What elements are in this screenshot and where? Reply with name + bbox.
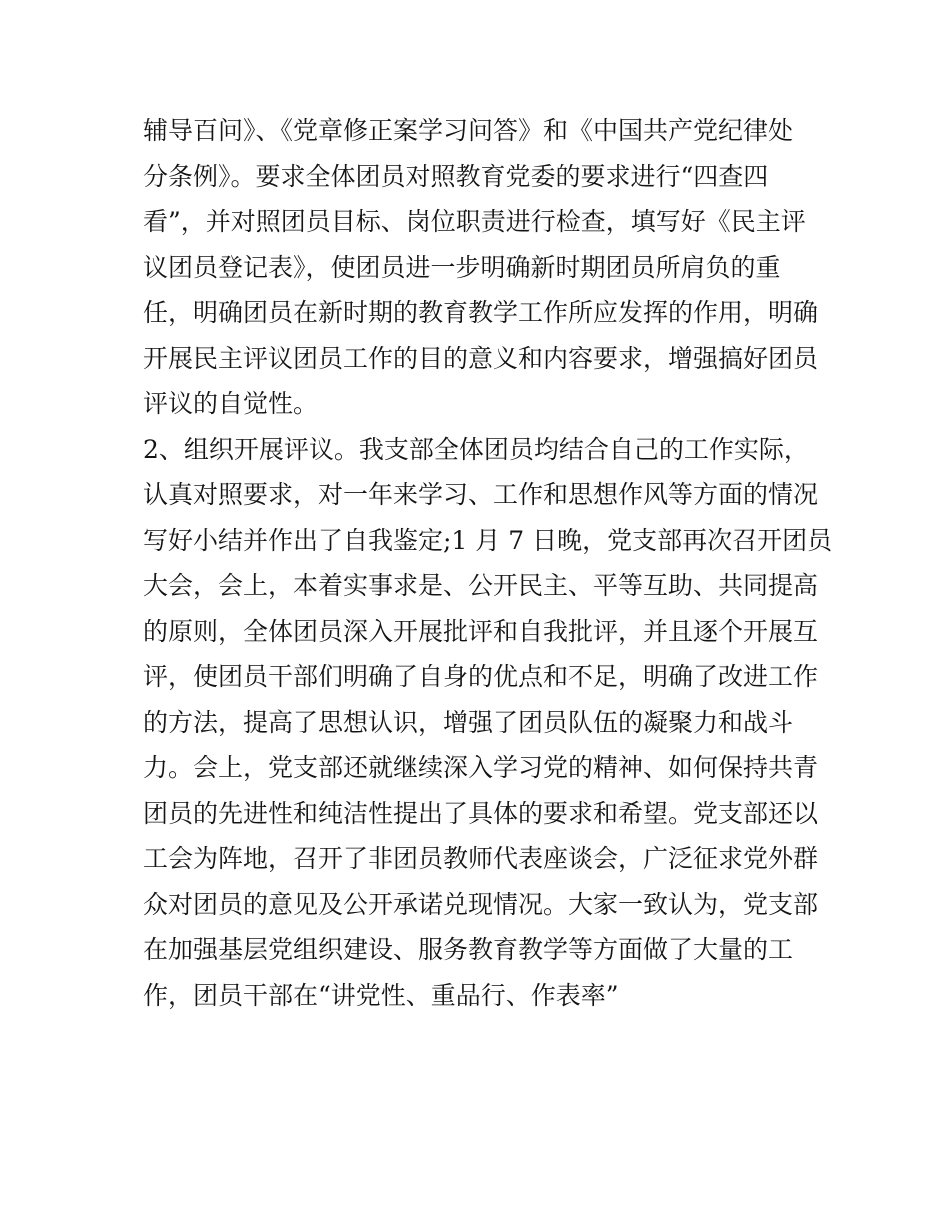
text-line: 认真对照要求，对一年来学习、工作和思想作风等方面的情况	[143, 480, 819, 509]
text-line: 议团员登记表》，使团员进一步明确新时期团员所肩负的重	[143, 252, 781, 282]
body-text	[143, 108, 833, 1018]
text-line: 写好小结并作出了自我鉴定;1 月 7 日晚，党支部再次召开团员	[143, 525, 833, 555]
text-line: 的原则，全体团员深入开展批评和自我批评，并且逐个开展互	[143, 616, 819, 646]
text-line: 作，团员干部在“讲党性、重品行、作表率”	[143, 980, 619, 1010]
text-line: 力。会上，党支部还就继续深入学习党的精神、如何保持共青	[143, 753, 819, 782]
text-line: 评议的自觉性。	[143, 389, 319, 418]
text-line: 任，明确团员在新时期的教育教学工作所应发挥的作用，明确	[143, 298, 819, 327]
text-line: 分条例》。要求全体团员对照教育党委的要求进行“四查四	[143, 161, 769, 191]
text-line: 2、组织开展评议。我支部全体团员均结合自己的工作实际，	[143, 434, 809, 464]
text-line: 团员的先进性和纯洁性提出了具体的要求和希望。党支部还以	[143, 798, 819, 828]
text-line: 看”，并对照团员目标、岗位职责进行检查，填写好《民主评	[143, 207, 806, 236]
text-line: 评，使团员干部们明确了自身的优点和不足，明确了改进工作	[143, 662, 819, 691]
text-line: 众对团员的意见及公开承诺兑现情况。大家一致认为，党支部	[143, 889, 819, 919]
text-line: 的方法，提高了思想认识，增强了团员队伍的凝聚力和战斗	[143, 707, 794, 737]
text-line: 大会，会上，本着实事求是、公开民主、平等互助、共同提高	[143, 571, 819, 600]
text-line: 辅导百问》、《党章修正案学习问答》和《中国共产党纪律处	[143, 116, 794, 145]
text-line: 在加强基层党组织建设、服务教育教学等方面做了大量的工	[143, 935, 794, 964]
text-line: 工会为阵地，召开了非团员教师代表座谈会，广泛征求党外群	[143, 844, 819, 873]
text-line: 开展民主评议团员工作的目的意义和内容要求，增强搞好团员	[143, 343, 819, 373]
